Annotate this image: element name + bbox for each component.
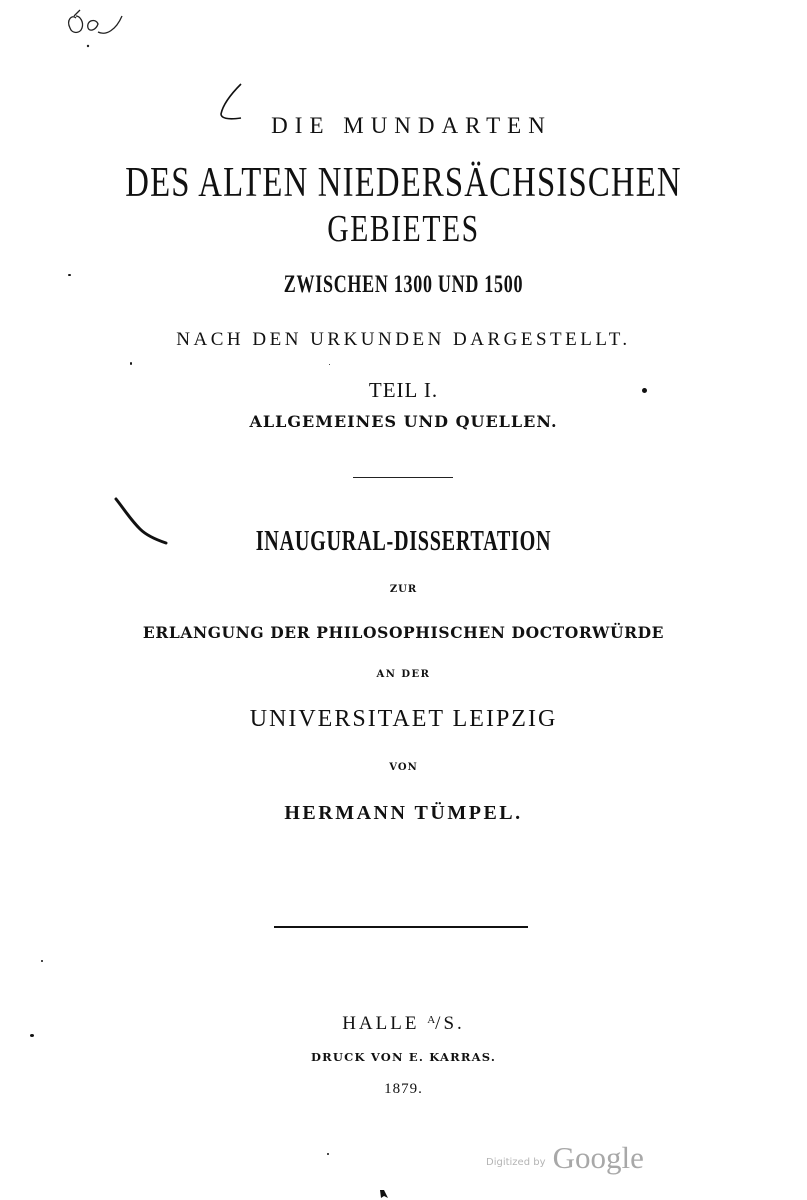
- scan-speck: [327, 1153, 329, 1155]
- subtitle-method: NACH DEN URKUNDEN DARGESTELLT.: [176, 329, 631, 350]
- title-line-1: DIE MUNDARTEN: [271, 113, 552, 138]
- imprint-city: [0, 1014, 807, 1033]
- dissertation-purpose: ERLANGUNG DER PHILOSOPHISCHEN DOCTORWÜRDE: [142, 623, 665, 642]
- dissertation-zur: ZUR: [389, 584, 418, 595]
- dissertation-von: VON: [389, 762, 418, 773]
- scan-speck: [130, 362, 132, 365]
- subtitle-years: ZWISCHEN 1300 UND 1500: [283, 271, 524, 298]
- dissertation-an-der: AN DER: [376, 669, 431, 680]
- scan-speck-bottom: [378, 1188, 390, 1200]
- digitized-by-google-watermark: [486, 1140, 644, 1176]
- google-logo: Google: [552, 1140, 644, 1175]
- part-name: ALLGEMEINES UND QUELLEN.: [249, 412, 558, 431]
- imprint-city-sup: A: [427, 1014, 436, 1026]
- imprint-city-suffix: /S.: [435, 1013, 465, 1034]
- divider-long: [274, 926, 528, 928]
- handwritten-annotation: [62, 6, 132, 56]
- scan-speck: [642, 388, 647, 393]
- divider-short: [353, 477, 453, 478]
- scan-speck: [68, 274, 71, 276]
- title-line-3: GEBIETES: [327, 208, 480, 250]
- imprint-city-name: HALLE: [342, 1013, 420, 1034]
- scan-speck: [30, 1034, 34, 1037]
- university-name: UNIVERSITAET LEIPZIG: [249, 706, 558, 732]
- imprint-printer: DRUCK VON E. KARRAS.: [310, 1050, 497, 1064]
- dissertation-heading: INAUGURAL-DISSERTATION: [255, 526, 552, 557]
- author-name: HERMANN TÜMPEL.: [284, 802, 523, 824]
- imprint-year: 1879.: [384, 1081, 423, 1097]
- scan-speck: [41, 960, 43, 962]
- scan-speck: [329, 364, 330, 365]
- title-line-2: DES ALTEN NIEDERSÄCHSISCHEN: [125, 160, 682, 206]
- watermark-prefix: Digitized by: [486, 1157, 546, 1168]
- part-label: TEIL I.: [368, 378, 439, 402]
